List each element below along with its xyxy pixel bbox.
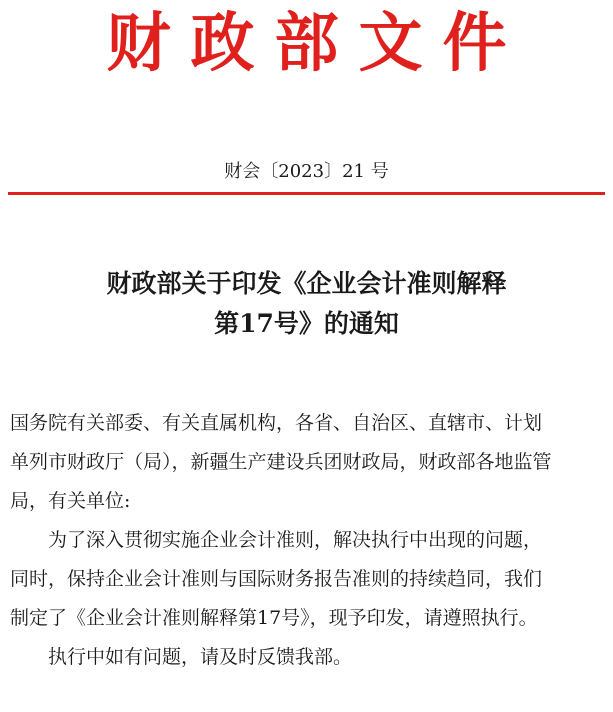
document-body bbox=[10, 404, 606, 677]
red-divider-line bbox=[8, 192, 605, 195]
salutation-line: 单列市财政厅（局），新疆生产建设兵团财政局，财政部各地监管 bbox=[10, 451, 552, 473]
paragraph-feedback: 执行中如有问题，请及时反馈我部。 bbox=[48, 646, 353, 668]
title-line-2: 第17号》的通知 bbox=[214, 309, 399, 338]
masthead-title: 财政部文件 bbox=[106, 6, 527, 81]
document-number: 财会〔2023〕21 号 bbox=[224, 161, 389, 182]
salutation bbox=[10, 404, 606, 521]
document-title bbox=[0, 264, 613, 344]
paragraph-purpose bbox=[10, 521, 606, 638]
paragraph-line: 为了深入贯彻实施企业会计准则，解决执行中出现的问题， bbox=[48, 529, 543, 551]
title-line-1: 财政部关于印发《企业会计准则解释 bbox=[106, 269, 507, 298]
paragraph-line: 制定了《企业会计准则解释第17号》，现予印发，请遵照执行。 bbox=[10, 607, 538, 629]
salutation-line: 国务院有关部委、有关直属机构，各省、自治区、直辖市、计划 bbox=[10, 412, 543, 434]
salutation-line: 局，有关单位: bbox=[10, 490, 131, 512]
paragraph-line: 同时，保持企业会计准则与国际财务报告准则的持续趋同，我们 bbox=[10, 568, 543, 590]
